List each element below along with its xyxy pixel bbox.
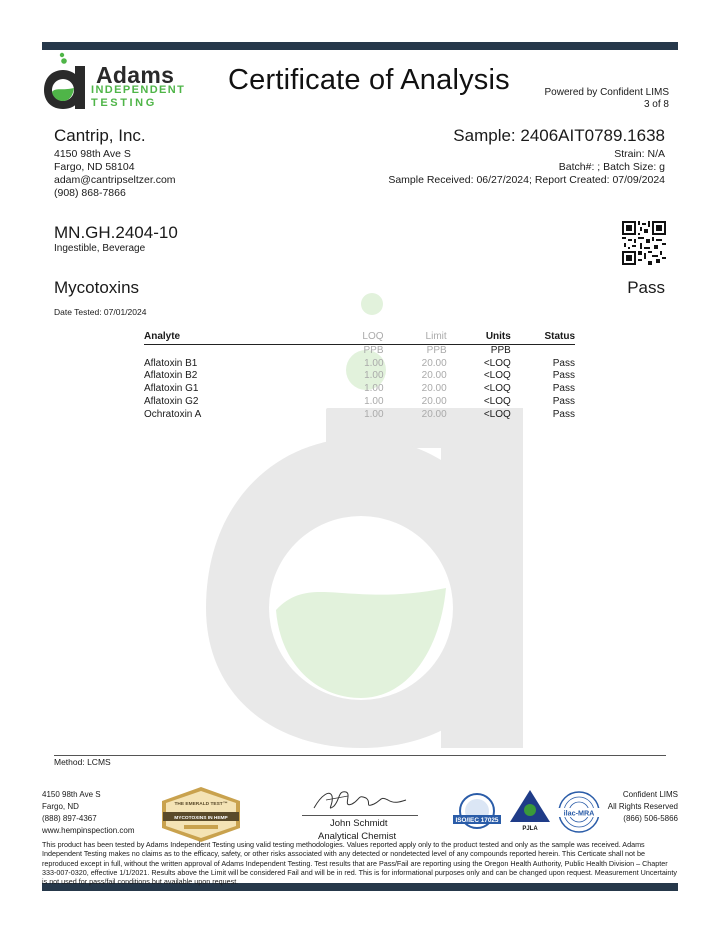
section-title: Mycotoxins: [54, 278, 140, 297]
legal-disclaimer: This product has been tested by Adams Independent Testing using valid testing methodologies. Values reported apply only to the product tested and only as the sample was received. Adams Independent Testing makes no claims as to the efficacy, safety, or other risks associated with any detected or nondetected level of any compounds reported herein. This Certicate shall not be reproduced except in full, without the written approval of Adams Independent Testing. Test results that are Pass/Fail are reporting using the Oregon Health Authority, Public Health Division – Chapter 333-007-0320, effective 1/1/2021. Results above the Limit will be considered Fail and will be in red. This is for informational purposes only and can be changed upon request. Measurement Uncertainty is not used for pass/fail conditions but available upon request.: [42, 840, 677, 887]
loq-value: 1.00: [364, 383, 384, 395]
analyte-name: Aflatoxin B1: [144, 357, 198, 369]
header-units: Units: [447, 331, 511, 344]
emerald-test-badge-icon: [160, 787, 242, 842]
analyte-name: Ochratoxin A: [144, 408, 202, 420]
result-status: Pass: [552, 395, 575, 407]
result-unit: PPB: [490, 344, 511, 356]
result-value: <LOQ: [483, 357, 511, 369]
sample-batch: Batch#: ; Batch Size: g: [558, 161, 665, 173]
analyte-name: Aflatoxin G2: [144, 395, 199, 407]
qr-code-icon: [622, 221, 666, 265]
pjla-accreditation-icon: [508, 788, 552, 834]
limit-unit: PPB: [426, 344, 447, 356]
table-header-row: [144, 331, 575, 344]
result-value: <LOQ: [483, 408, 511, 420]
results-table: [144, 331, 575, 422]
sample-dates: Sample Received: 06/27/2024; Report Created: 07/09/2024: [388, 174, 665, 186]
date-tested: Date Tested: 07/01/2024: [54, 307, 147, 317]
svg-text:MYCOTOXINS IN HEMP: MYCOTOXINS IN HEMP: [174, 815, 228, 821]
sample-strain: Strain: N/A: [614, 148, 665, 160]
client-address-line2: Fargo, ND 58104: [54, 161, 135, 173]
client-phone: (908) 868-7866: [54, 187, 126, 199]
result-status: Pass: [552, 383, 575, 395]
product-name: MN.GH.2404-10: [54, 223, 178, 242]
iso-accreditation-icon: [452, 792, 502, 834]
limit-value: 20.00: [421, 357, 447, 369]
result-value: <LOQ: [483, 370, 511, 382]
svg-text:ISO/IEC 17025: ISO/IEC 17025: [455, 817, 499, 824]
limit-value: 20.00: [421, 395, 447, 407]
units-row: [144, 344, 575, 357]
table-row: [144, 358, 575, 371]
loq-value: 1.00: [364, 408, 384, 420]
client-email: adam@cantripseltzer.com: [54, 174, 176, 186]
table-row: [144, 370, 575, 383]
logo-wordmark-adams: Adams: [96, 62, 175, 88]
method-label: Method: LCMS: [54, 757, 111, 767]
limit-value: 20.00: [421, 408, 447, 420]
header-bar: [42, 42, 678, 50]
method-divider: [54, 755, 666, 756]
client-address-line1: 4150 98th Ave S: [54, 148, 131, 160]
sample-details: [388, 148, 665, 187]
header-analyte: Analyte: [144, 331, 336, 344]
result-status: Pass: [552, 357, 575, 369]
loq-value: 1.00: [364, 395, 384, 407]
adams-logo-icon: [38, 50, 94, 110]
header-status: Status: [511, 331, 575, 344]
lab-website: www.hempinspection.com: [42, 826, 135, 835]
product-type: Ingestible, Beverage: [54, 243, 146, 254]
table-row: [144, 409, 575, 422]
page-number: 3 of 8: [643, 99, 669, 110]
lims-contact: Confident LIMS All Rights Reserved (866) 506-5866: [607, 790, 678, 823]
header-limit: Limit: [384, 331, 447, 344]
result-status: Pass: [552, 370, 575, 382]
sample-id: Sample: 2406AIT0789.1638: [453, 126, 665, 145]
analyte-name: Aflatoxin B2: [144, 370, 198, 382]
signature-icon: [308, 786, 412, 816]
logo-wordmark-sub: INDEPENDENT TESTING: [91, 84, 186, 109]
section-status: Pass: [627, 278, 665, 297]
ilac-mra-icon: [556, 790, 602, 834]
table-row: [144, 383, 575, 396]
client-contact: [54, 148, 176, 200]
lab-contact: 4150 98th Ave S Fargo, ND (888) 897-4367 www.hempinspection.com: [42, 790, 135, 835]
svg-text:ilac-MRA: ilac-MRA: [563, 808, 595, 818]
signature-line: [302, 815, 418, 816]
loq-unit: PPB: [363, 344, 384, 356]
result-value: <LOQ: [483, 395, 511, 407]
loq-value: 1.00: [364, 357, 384, 369]
result-status: Pass: [552, 408, 575, 420]
signer-name: John Schmidt: [330, 818, 388, 829]
document-title: Certificate of Analysis: [228, 64, 510, 96]
table-row: [144, 396, 575, 409]
client-name: Cantrip, Inc.: [54, 126, 146, 145]
analyte-name: Aflatoxin G1: [144, 383, 199, 395]
powered-by: Powered by Confident LIMS 3 of 8: [544, 87, 669, 110]
svg-text:THE EMERALD TEST™: THE EMERALD TEST™: [174, 802, 228, 807]
result-value: <LOQ: [483, 383, 511, 395]
header-loq: LOQ: [336, 331, 383, 344]
limit-value: 20.00: [421, 370, 447, 382]
svg-text:PJLA: PJLA: [522, 826, 538, 832]
limit-value: 20.00: [421, 383, 447, 395]
signer-title: Analytical Chemist: [318, 831, 397, 842]
loq-value: 1.00: [364, 370, 384, 382]
